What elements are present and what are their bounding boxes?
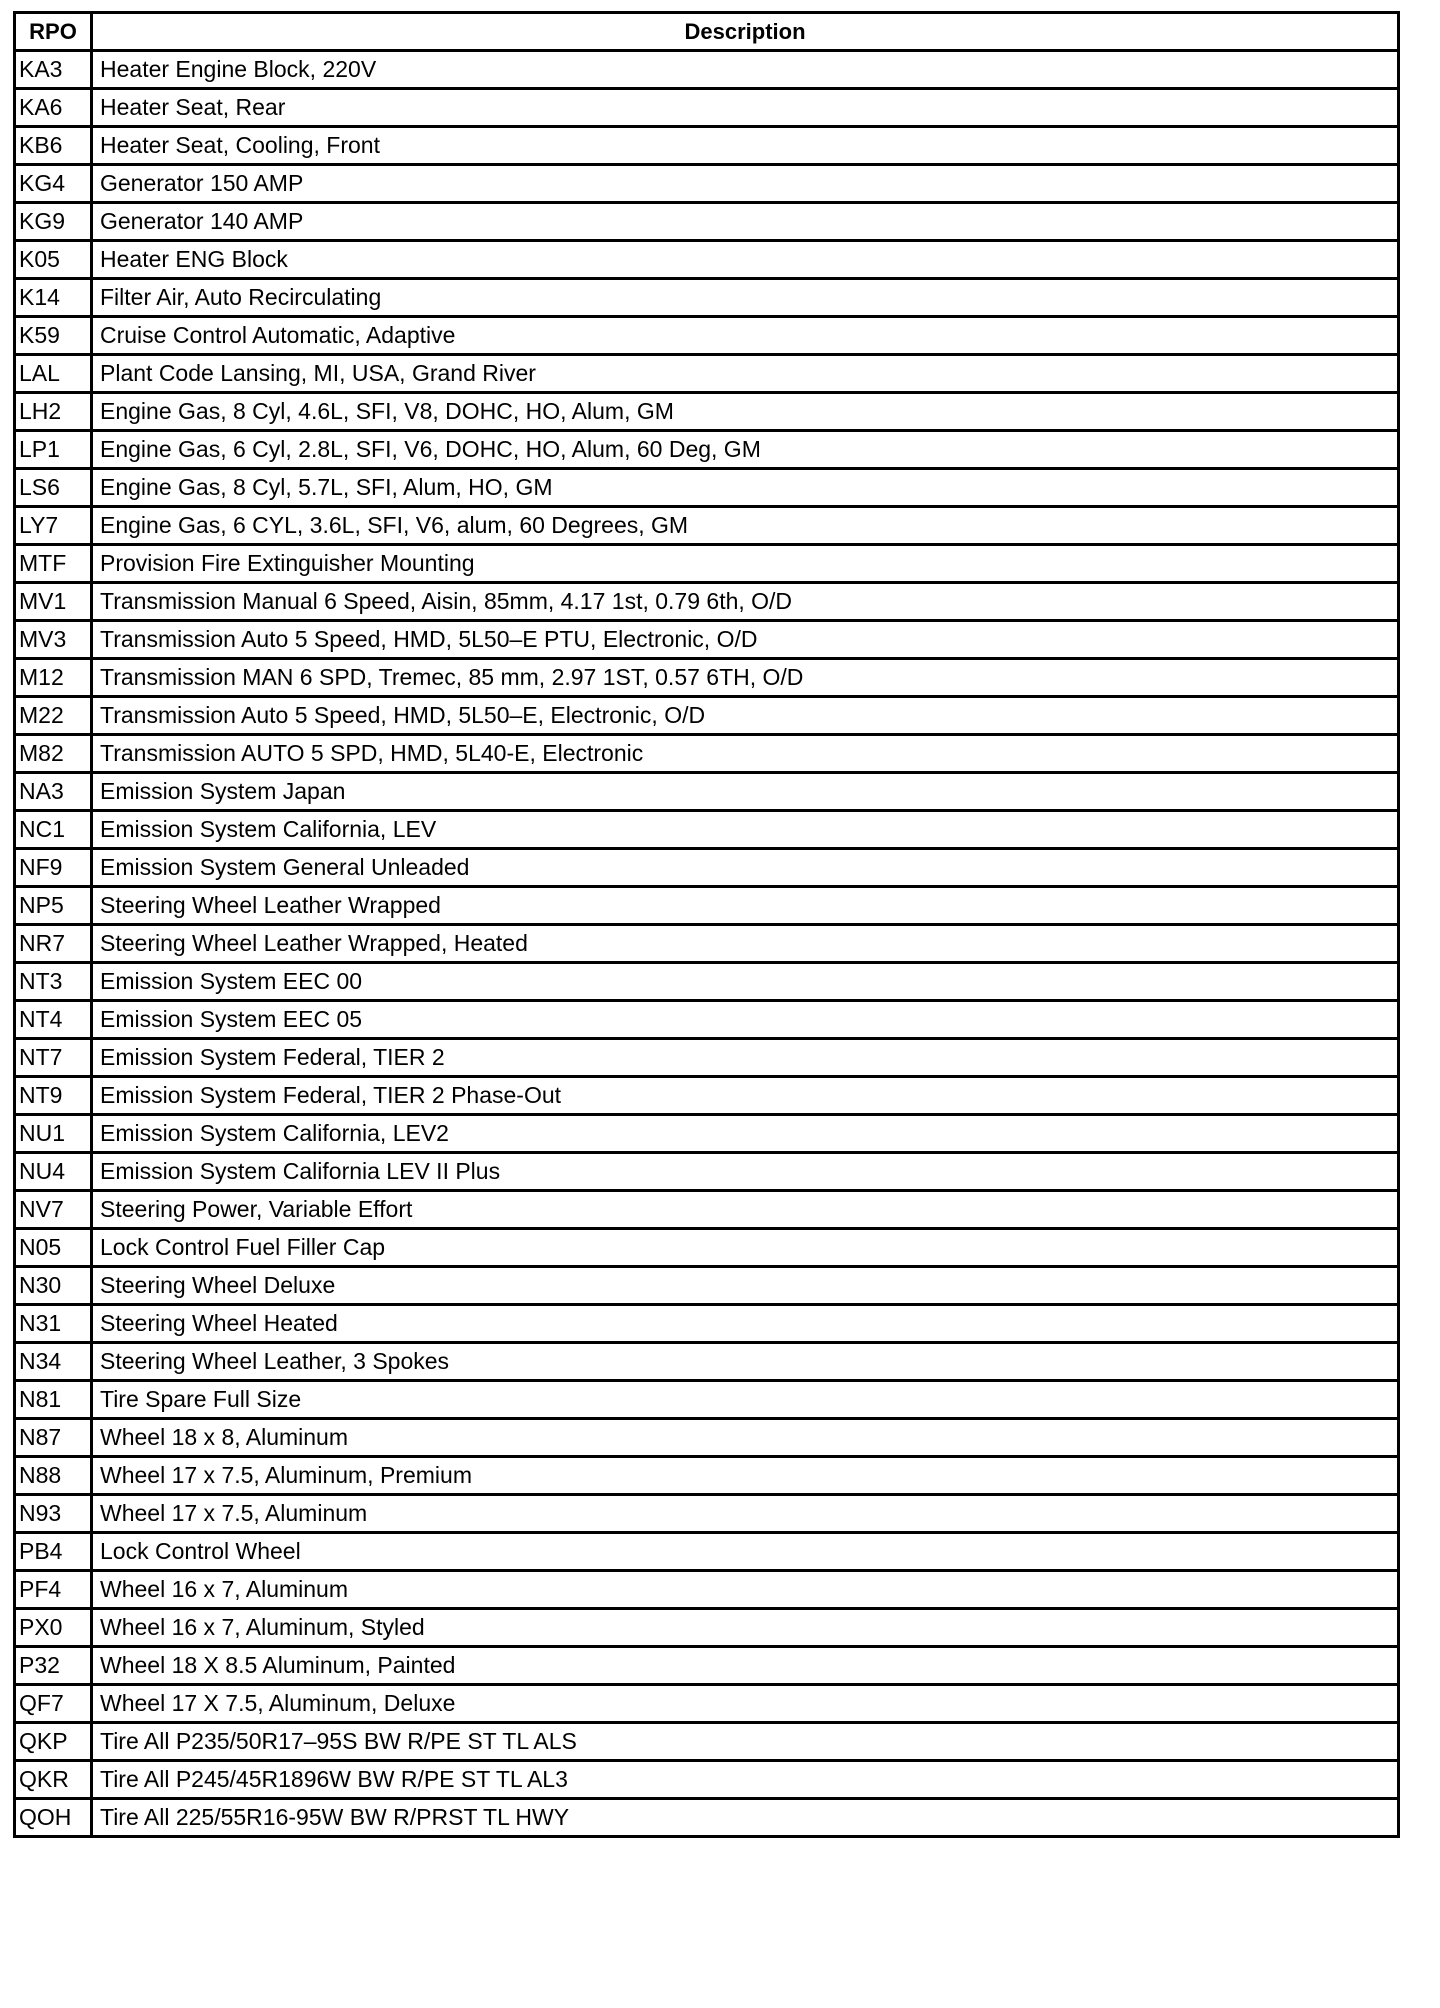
description-cell: Provision Fire Extinguisher Mounting: [92, 545, 1399, 583]
table-row: [15, 621, 1399, 659]
description-cell: Tire All P245/45R1896W BW R/PE ST TL AL3: [92, 1761, 1399, 1799]
header-rpo: RPO: [15, 13, 92, 51]
table-row: [15, 1001, 1399, 1039]
rpo-code-cell: NF9: [15, 849, 92, 887]
description-cell: Emission System EEC 00: [92, 963, 1399, 1001]
table-header: [15, 13, 1399, 51]
rpo-code-cell: N05: [15, 1229, 92, 1267]
table-row: [15, 469, 1399, 507]
description-cell: Engine Gas, 6 CYL, 3.6L, SFI, V6, alum, 60 Degrees, GM: [92, 507, 1399, 545]
table-row: [15, 1419, 1399, 1457]
table-body: [15, 51, 1399, 1837]
description-cell: Emission System California LEV II Plus: [92, 1153, 1399, 1191]
rpo-code-cell: QF7: [15, 1685, 92, 1723]
rpo-code-cell: MV3: [15, 621, 92, 659]
description-cell: Wheel 17 x 7.5, Aluminum: [92, 1495, 1399, 1533]
description-cell: Engine Gas, 8 Cyl, 5.7L, SFI, Alum, HO, GM: [92, 469, 1399, 507]
description-cell: Transmission Auto 5 Speed, HMD, 5L50–E, Electronic, O/D: [92, 697, 1399, 735]
table-row: [15, 127, 1399, 165]
rpo-code-cell: LS6: [15, 469, 92, 507]
description-cell: Generator 140 AMP: [92, 203, 1399, 241]
rpo-code-cell: PX0: [15, 1609, 92, 1647]
description-cell: Wheel 18 X 8.5 Aluminum, Painted: [92, 1647, 1399, 1685]
rpo-code-cell: LY7: [15, 507, 92, 545]
table-row: [15, 355, 1399, 393]
description-cell: Wheel 16 x 7, Aluminum, Styled: [92, 1609, 1399, 1647]
rpo-code-cell: M22: [15, 697, 92, 735]
rpo-code-cell: NA3: [15, 773, 92, 811]
description-cell: Transmission MAN 6 SPD, Tremec, 85 mm, 2.97 1ST, 0.57 6TH, O/D: [92, 659, 1399, 697]
rpo-code-cell: K14: [15, 279, 92, 317]
table-row: [15, 773, 1399, 811]
table-row: [15, 241, 1399, 279]
rpo-code-cell: N93: [15, 1495, 92, 1533]
table-row: [15, 1039, 1399, 1077]
table-row: [15, 507, 1399, 545]
table-row: [15, 1571, 1399, 1609]
table-row: [15, 735, 1399, 773]
table-row: [15, 279, 1399, 317]
rpo-code-cell: NU1: [15, 1115, 92, 1153]
table-row: [15, 1077, 1399, 1115]
description-cell: Steering Wheel Deluxe: [92, 1267, 1399, 1305]
rpo-code-cell: NV7: [15, 1191, 92, 1229]
rpo-table: [13, 11, 1400, 1838]
table-row: [15, 1267, 1399, 1305]
table-row: [15, 849, 1399, 887]
table-row: [15, 1723, 1399, 1761]
description-cell: Filter Air, Auto Recirculating: [92, 279, 1399, 317]
rpo-code-cell: LH2: [15, 393, 92, 431]
description-cell: Tire Spare Full Size: [92, 1381, 1399, 1419]
description-cell: Heater Seat, Rear: [92, 89, 1399, 127]
table-row: [15, 203, 1399, 241]
description-cell: Emission System General Unleaded: [92, 849, 1399, 887]
description-cell: Cruise Control Automatic, Adaptive: [92, 317, 1399, 355]
table-row: [15, 1647, 1399, 1685]
rpo-code-cell: MTF: [15, 545, 92, 583]
header-row: [15, 13, 1399, 51]
description-cell: Lock Control Fuel Filler Cap: [92, 1229, 1399, 1267]
description-cell: Wheel 18 x 8, Aluminum: [92, 1419, 1399, 1457]
description-cell: Emission System California, LEV: [92, 811, 1399, 849]
rpo-code-cell: N34: [15, 1343, 92, 1381]
description-cell: Steering Wheel Leather Wrapped: [92, 887, 1399, 925]
rpo-code-sheet: [13, 11, 1397, 1838]
rpo-code-cell: NR7: [15, 925, 92, 963]
description-cell: Emission System Japan: [92, 773, 1399, 811]
description-cell: Transmission Auto 5 Speed, HMD, 5L50–E PTU, Electronic, O/D: [92, 621, 1399, 659]
rpo-code-cell: M82: [15, 735, 92, 773]
table-row: [15, 963, 1399, 1001]
description-cell: Transmission AUTO 5 SPD, HMD, 5L40-E, Electronic: [92, 735, 1399, 773]
rpo-code-cell: N31: [15, 1305, 92, 1343]
table-row: [15, 1305, 1399, 1343]
table-row: [15, 1457, 1399, 1495]
description-cell: Generator 150 AMP: [92, 165, 1399, 203]
rpo-code-cell: PB4: [15, 1533, 92, 1571]
description-cell: Lock Control Wheel: [92, 1533, 1399, 1571]
description-cell: Heater Engine Block, 220V: [92, 51, 1399, 89]
rpo-code-cell: KG4: [15, 165, 92, 203]
table-row: [15, 811, 1399, 849]
rpo-code-cell: KB6: [15, 127, 92, 165]
table-row: [15, 1115, 1399, 1153]
rpo-code-cell: K59: [15, 317, 92, 355]
rpo-code-cell: KA6: [15, 89, 92, 127]
table-row: [15, 1761, 1399, 1799]
rpo-code-cell: PF4: [15, 1571, 92, 1609]
header-description: Description: [92, 13, 1399, 51]
table-row: [15, 887, 1399, 925]
rpo-code-cell: P32: [15, 1647, 92, 1685]
table-row: [15, 393, 1399, 431]
description-cell: Emission System Federal, TIER 2 Phase-Out: [92, 1077, 1399, 1115]
description-cell: Wheel 16 x 7, Aluminum: [92, 1571, 1399, 1609]
description-cell: Emission System Federal, TIER 2: [92, 1039, 1399, 1077]
rpo-code-cell: NT9: [15, 1077, 92, 1115]
table-row: [15, 1343, 1399, 1381]
description-cell: Wheel 17 x 7.5, Aluminum, Premium: [92, 1457, 1399, 1495]
rpo-code-cell: LP1: [15, 431, 92, 469]
description-cell: Steering Wheel Heated: [92, 1305, 1399, 1343]
rpo-code-cell: QKP: [15, 1723, 92, 1761]
table-row: [15, 51, 1399, 89]
rpo-code-cell: KA3: [15, 51, 92, 89]
rpo-code-cell: NP5: [15, 887, 92, 925]
rpo-code-cell: N81: [15, 1381, 92, 1419]
description-cell: Steering Wheel Leather Wrapped, Heated: [92, 925, 1399, 963]
rpo-code-cell: NT4: [15, 1001, 92, 1039]
rpo-code-cell: LAL: [15, 355, 92, 393]
table-row: [15, 545, 1399, 583]
rpo-code-cell: MV1: [15, 583, 92, 621]
rpo-code-cell: N30: [15, 1267, 92, 1305]
table-row: [15, 1799, 1399, 1837]
table-row: [15, 1381, 1399, 1419]
description-cell: Engine Gas, 6 Cyl, 2.8L, SFI, V6, DOHC, HO, Alum, 60 Deg, GM: [92, 431, 1399, 469]
table-row: [15, 697, 1399, 735]
table-row: [15, 89, 1399, 127]
rpo-code-cell: NU4: [15, 1153, 92, 1191]
rpo-code-cell: QOH: [15, 1799, 92, 1837]
description-cell: Emission System California, LEV2: [92, 1115, 1399, 1153]
description-cell: Emission System EEC 05: [92, 1001, 1399, 1039]
rpo-code-cell: QKR: [15, 1761, 92, 1799]
rpo-code-cell: NT7: [15, 1039, 92, 1077]
rpo-code-cell: N88: [15, 1457, 92, 1495]
description-cell: Plant Code Lansing, MI, USA, Grand River: [92, 355, 1399, 393]
table-row: [15, 1153, 1399, 1191]
description-cell: Transmission Manual 6 Speed, Aisin, 85mm, 4.17 1st, 0.79 6th, O/D: [92, 583, 1399, 621]
description-cell: Heater ENG Block: [92, 241, 1399, 279]
description-cell: Tire All P235/50R17–95S BW R/PE ST TL ALS: [92, 1723, 1399, 1761]
description-cell: Steering Wheel Leather, 3 Spokes: [92, 1343, 1399, 1381]
table-row: [15, 659, 1399, 697]
table-row: [15, 583, 1399, 621]
table-row: [15, 1533, 1399, 1571]
description-cell: Heater Seat, Cooling, Front: [92, 127, 1399, 165]
table-row: [15, 317, 1399, 355]
description-cell: Steering Power, Variable Effort: [92, 1191, 1399, 1229]
table-row: [15, 1191, 1399, 1229]
description-cell: Wheel 17 X 7.5, Aluminum, Deluxe: [92, 1685, 1399, 1723]
description-cell: Engine Gas, 8 Cyl, 4.6L, SFI, V8, DOHC, HO, Alum, GM: [92, 393, 1399, 431]
rpo-code-cell: NC1: [15, 811, 92, 849]
rpo-code-cell: KG9: [15, 203, 92, 241]
rpo-code-cell: K05: [15, 241, 92, 279]
description-cell: Tire All 225/55R16-95W BW R/PRST TL HWY: [92, 1799, 1399, 1837]
rpo-code-cell: NT3: [15, 963, 92, 1001]
table-row: [15, 1685, 1399, 1723]
table-row: [15, 165, 1399, 203]
table-row: [15, 1229, 1399, 1267]
table-row: [15, 925, 1399, 963]
rpo-code-cell: N87: [15, 1419, 92, 1457]
rpo-code-cell: M12: [15, 659, 92, 697]
table-row: [15, 1495, 1399, 1533]
table-row: [15, 1609, 1399, 1647]
table-row: [15, 431, 1399, 469]
